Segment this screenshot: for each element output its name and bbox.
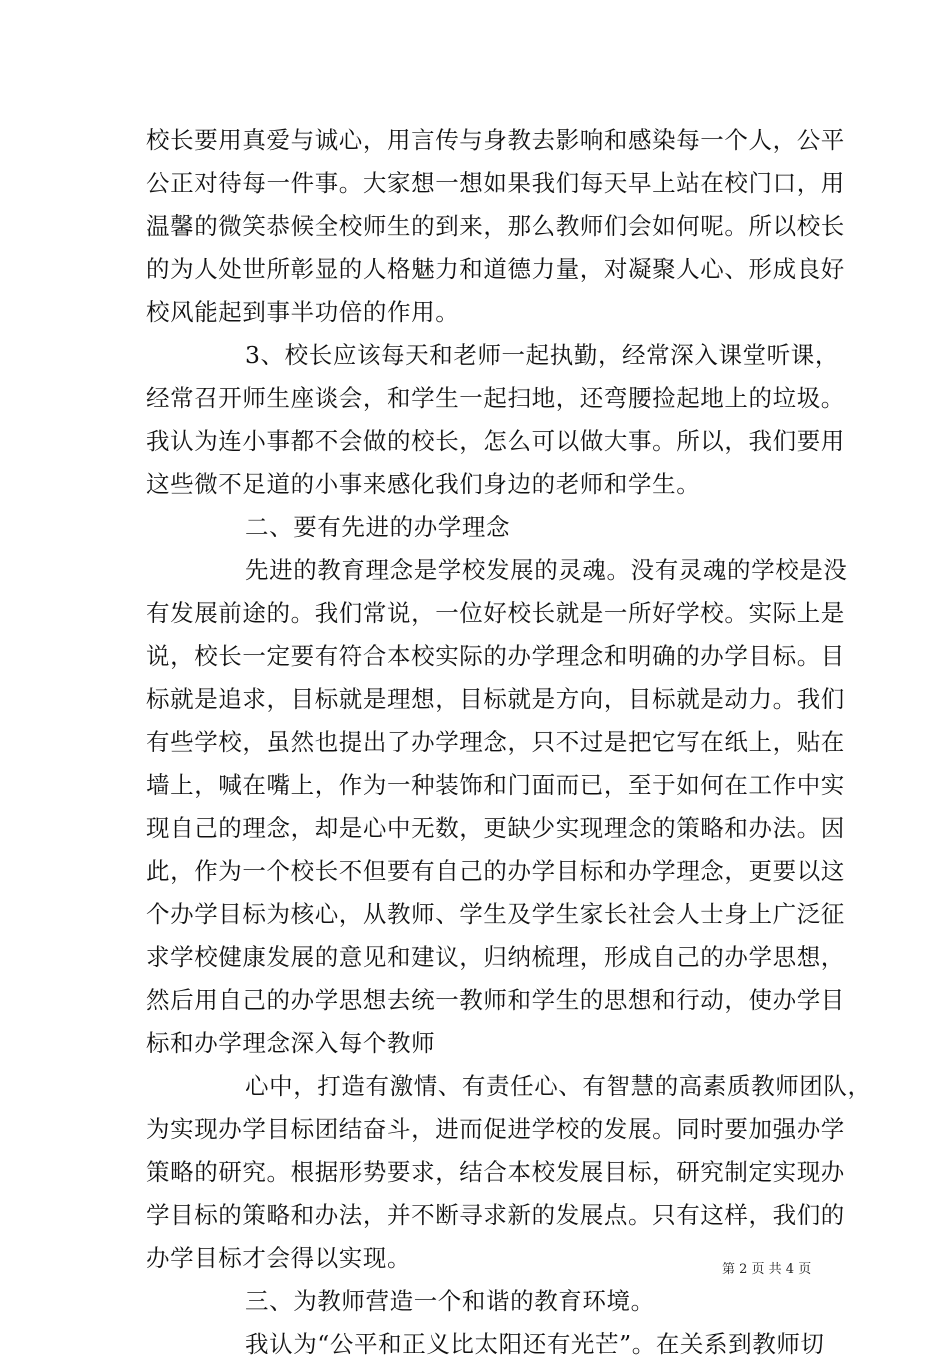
text-line: 然后用自己的办学思想去统一教师和学生的思想和行动，使办学目 [146, 986, 845, 1014]
text-line: 为实现办学目标团结奋斗，进而促进学校的发展。同时要加强办学 [146, 1115, 845, 1143]
text-line: 校长要用真爱与诚心，用言传与身教去影响和感染每一个人，公平 [146, 126, 845, 154]
text-line: 我认为“公平和正义比太阳还有光芒”。在关系到教师切 [245, 1330, 825, 1358]
text-line: 墙上，喊在嘴上，作为一种装饰和门面而已，至于如何在工作中实 [146, 771, 845, 799]
text-line: 经常召开师生座谈会，和学生一起扫地，还弯腰捡起地上的垃圾。 [146, 384, 845, 412]
text-line: 有发展前途的。我们常说，一位好校长就是一所好学校。实际上是 [146, 599, 845, 627]
text-line: 此，作为一个校长不但要有自己的办学目标和办学理念，更要以这 [146, 857, 845, 885]
text-line: 个办学目标为核心，从教师、学生及学生家长社会人士身上广泛征 [146, 900, 845, 928]
text-line: 求学校健康发展的意见和建议，归纳梳理，形成自己的办学思想， [146, 943, 845, 971]
text-line: 说，校长一定要有符合本校实际的办学理念和明确的办学目标。目 [146, 642, 845, 670]
text-line: 标就是追求，目标就是理想，目标就是方向，目标就是动力。我们 [146, 685, 845, 713]
text-line: 现自己的理念，却是心中无数，更缺少实现理念的策略和办法。因 [146, 814, 845, 842]
text-line: 标和办学理念深入每个教师 [146, 1029, 436, 1057]
text-line: 公正对待每一件事。大家想一想如果我们每天早上站在校门口，用 [146, 169, 845, 197]
text-line: 的为人处世所彰显的人格魅力和道德力量，对凝聚人心、形成良好 [146, 255, 845, 283]
text-line: 温馨的微笑恭候全校师生的到来，那么教师们会如何呢。所以校长 [146, 212, 845, 240]
text-line: 策略的研究。根据形势要求，结合本校发展目标，研究制定实现办 [146, 1158, 845, 1186]
section-heading: 三、为教师营造一个和谐的教育环境。 [245, 1287, 655, 1315]
text-line: 这些微不足道的小事来感化我们身边的老师和学生。 [146, 470, 701, 498]
text-line: 办学目标才会得以实现。 [146, 1244, 412, 1272]
page-number: 第 2 页 共 4 页 [722, 1262, 812, 1277]
text-line: 学目标的策略和办法，并不断寻求新的发展点。只有这样，我们的 [146, 1201, 845, 1229]
text-line: 有些学校，虽然也提出了办学理念，只不过是把它写在纸上，贴在 [146, 728, 845, 756]
text-line: 3、校长应该每天和老师一起执勤，经常深入课堂听课， [245, 341, 839, 369]
section-heading: 二、要有先进的办学理念 [245, 513, 511, 541]
text-line: 校风能起到事半功倍的作用。 [146, 298, 460, 326]
text-line: 先进的教育理念是学校发展的灵魂。没有灵魂的学校是没 [245, 556, 848, 584]
text-line: 心中，打造有激情、有责任心、有智慧的高素质教师团队， [245, 1072, 872, 1100]
text-line: 我认为连小事都不会做的校长，怎么可以做大事。所以，我们要用 [146, 427, 845, 455]
